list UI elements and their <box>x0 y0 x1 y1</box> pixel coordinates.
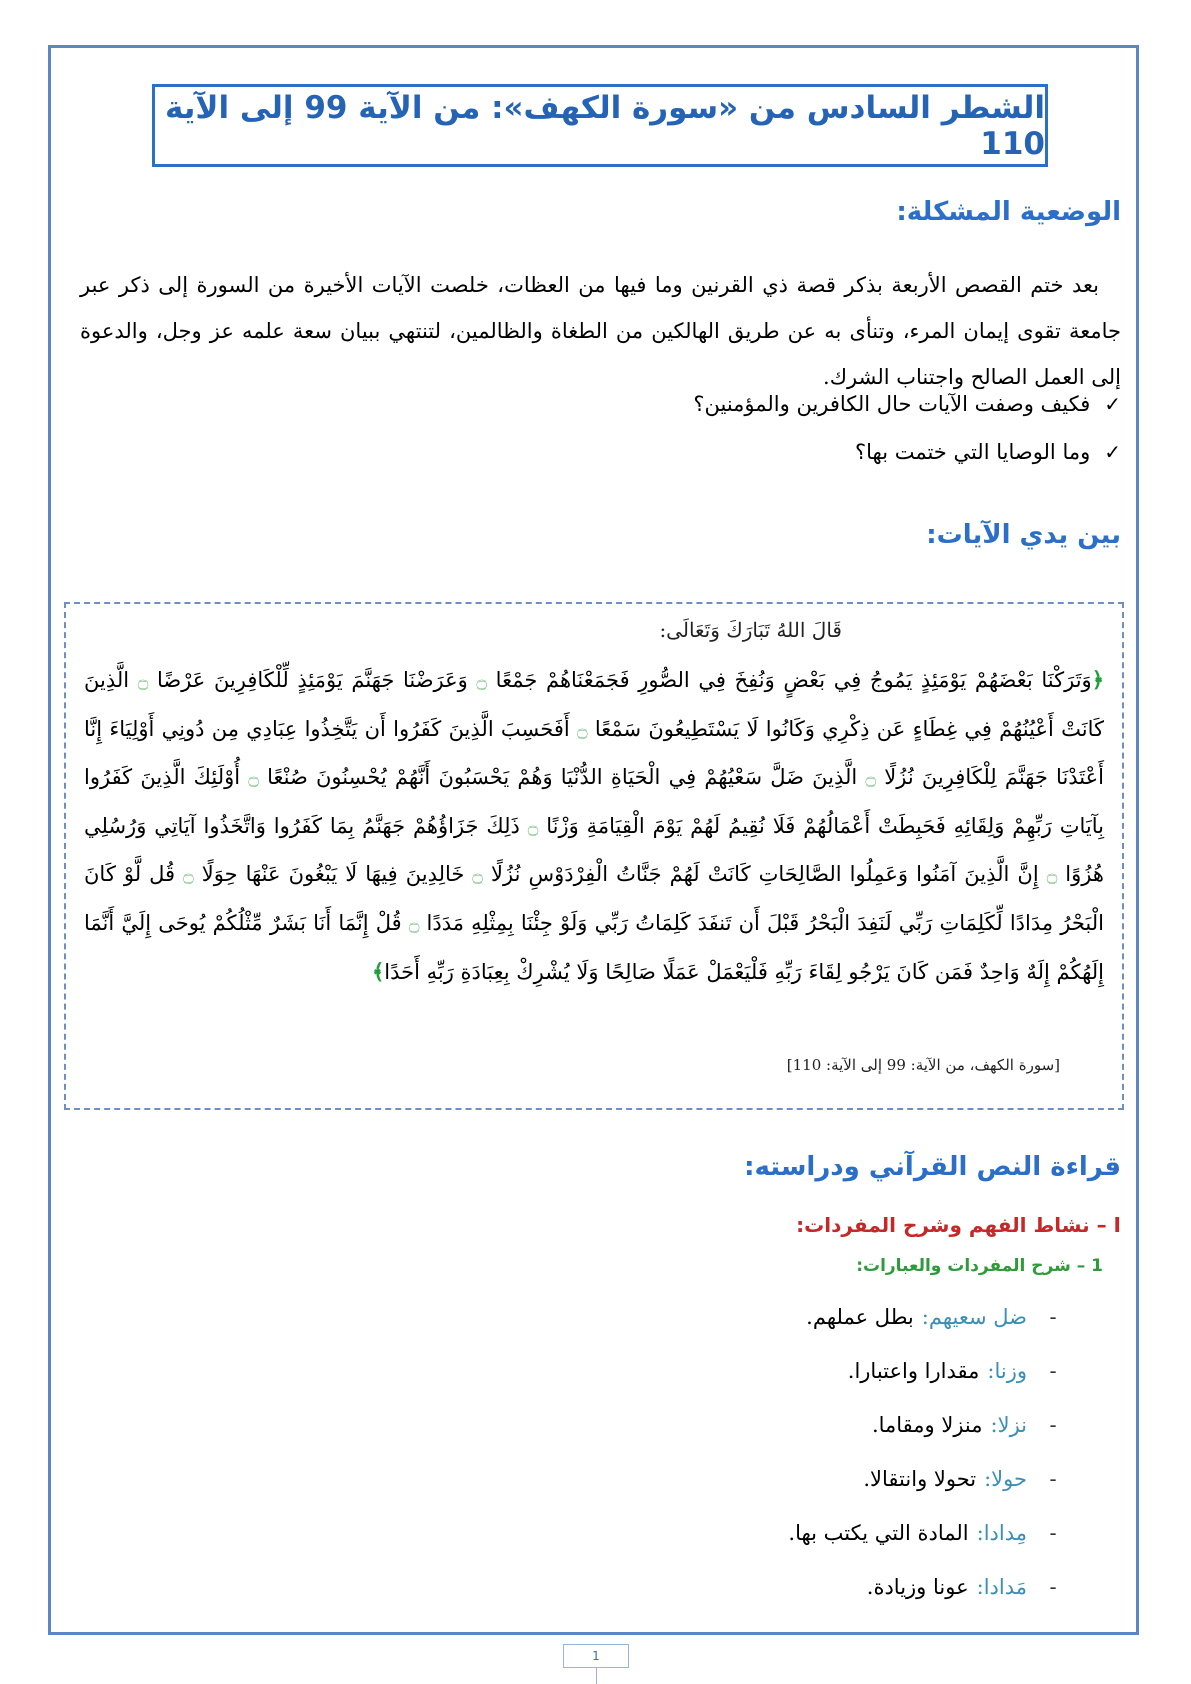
verse-text: أَفَحَسِبَ الَّذِينَ كَفَرُوا أَن يَتَّخِذُوا عِبَادِي مِن دُونِي أَوْلِيَاءَ إِنَّا أَعْتَدْنَا جَهَنَّمَ لِلْكَافِرِينَ نُزُلًا <box>84 716 1105 789</box>
verse-end-marker-icon: ۝ <box>183 865 194 886</box>
vocab-term: نزلا: <box>990 1413 1027 1437</box>
problem-paragraph-text: بعد ختم القصص الأربعة بذكر قصة ذي القرنين وما فيها من العظات، خلصت الآيات الأخيرة من السورة إلى ذكر عبر جامعة تقوى إيمان المرء، وتنأى به عن طريق الهالكين من الطغاة والظالمين، لتنتهي ببيان سعة علمه عز وجل، والدعوة إلى العمل الصالح واجتناب الشرك. <box>80 273 1121 389</box>
problem-heading: الوضعية المشكلة: <box>896 197 1121 227</box>
vocab-meaning: المادة التي يكتب بها. <box>788 1521 969 1545</box>
page-number-stem <box>596 1668 597 1684</box>
list-dash: - <box>1049 1575 1057 1599</box>
verse-end-marker-icon: ۝ <box>472 865 483 886</box>
list-dash: - <box>1049 1521 1057 1545</box>
list-dash: - <box>1049 1359 1057 1383</box>
verse-text: الَّذِينَ ضَلَّ سَعْيُهُمْ فِي الْحَيَاةِ الدُّنْيَا وَهُمْ يَحْسَبُونَ أَنَّهُمْ يُحْسِنُونَ صُنْعًا <box>267 765 858 789</box>
vocab-subheading: 1 – شرح المفردات والعبارات: <box>856 1256 1103 1276</box>
verse-text: أُوْلَئِكَ الَّذِينَ كَفَرُوا بِآيَاتِ رَبِّهِمْ وَلِقَائِهِ فَحَبِطَتْ أَعْمَالُهُمْ فَلَا نُقِيمُ لَهُمْ يَوْمَ الْقِيَامَةِ وَزْنًا <box>84 765 1105 838</box>
list-dash: - <box>1049 1305 1057 1329</box>
vocab-item <box>788 1290 1071 1344</box>
vocab-item <box>788 1344 1071 1398</box>
vocab-list <box>788 1290 1071 1614</box>
vocab-term: مِدادا: <box>976 1521 1027 1545</box>
vocab-meaning: مقدارا واعتبارا. <box>847 1359 980 1383</box>
verse-text: ذَلِكَ جَزَاؤُهُمْ جَهَنَّمُ بِمَا كَفَرُوا وَاتَّخَذُوا آيَاتِي وَرُسُلِي هُزُوًا <box>84 813 1104 886</box>
page-title: الشطر السادس من «سورة الكهف»: من الآية 99 إلى الآية 110 <box>164 89 1045 162</box>
check-icon: ✓ <box>1104 440 1121 464</box>
vocab-meaning: تحولا وانتقالا. <box>863 1467 977 1491</box>
vocab-term: ضل سعيهم: <box>921 1305 1027 1329</box>
verse-text: وَعَرَضْنَا جَهَنَّمَ يَوْمَئِذٍ لِّلْكَافِرِينَ عَرْضًا <box>156 668 468 692</box>
verse-end-marker-icon: ۝ <box>137 671 149 692</box>
verse-end-marker-icon: ۝ <box>527 816 539 838</box>
vocab-meaning: منزلا ومقاما. <box>871 1413 983 1437</box>
reading-heading: قراءة النص القرآني ودراسته: <box>744 1152 1121 1182</box>
verse-end-marker-icon: ۝ <box>577 719 588 741</box>
vocab-term: حولا: <box>984 1467 1027 1491</box>
verse-close-bracket: ﴾ <box>371 959 385 984</box>
verse-end-marker-icon: ۝ <box>248 768 259 789</box>
question-text: وما الوصايا التي ختمت بها؟ <box>854 440 1091 464</box>
verse-text: وَتَرَكْنَا بَعْضَهُمْ يَوْمَئِذٍ يَمُوجُ فِي بَعْضٍ وَنُفِخَ فِي الصُّورِ فَجَمَعْنَاهُمْ جَمْعًا <box>495 668 1092 692</box>
vocab-meaning: عونا وزيادة. <box>866 1575 969 1599</box>
verse-text: قُلْ إِنَّمَا أَنَا بَشَرٌ مِّثْلُكُمْ يُوحَى إِلَيَّ أَنَّمَا إِلَهُكُمْ إِلَهٌ وَاحِدٌ فَمَن كَانَ يَرْجُو لِقَاءَ رَبِّهِ فَلْيَعْمَلْ عَمَلًا صَالِحًا وَلَا يُشْرِكْ بِعِبَادَةِ رَبِّهِ أَحَدًا <box>84 910 1104 984</box>
verse-text: إِنَّ الَّذِينَ آمَنُوا وَعَمِلُوا الصَّالِحَاتِ كَانَتْ لَهُمْ جَنَّاتُ الْفِرْدَوْسِ نُزُلًا <box>491 862 1039 886</box>
verses-intro: قَالَ اللهُ تَبَارَكَ وَتَعَالَى: <box>659 618 842 642</box>
verse-end-marker-icon: ۝ <box>476 671 488 692</box>
vocab-item <box>788 1506 1071 1560</box>
vocab-item <box>788 1452 1071 1506</box>
check-icon: ✓ <box>1104 392 1121 416</box>
verse-end-marker-icon: ۝ <box>408 913 420 935</box>
page-number: 1 <box>563 1644 629 1668</box>
vocab-item <box>788 1398 1071 1452</box>
question-item <box>855 432 1121 472</box>
question-item <box>693 384 1121 424</box>
activity-heading: I – نشاط الفهم وشرح المفردات: <box>796 1213 1121 1237</box>
question-text: فكيف وصفت الآيات حال الكافرين والمؤمنين؟ <box>693 392 1091 416</box>
vocab-item <box>788 1560 1071 1614</box>
title-box <box>152 84 1048 167</box>
verse-text: الَّذِينَ كَانَتْ أَعْيُنُهُمْ فِي غِطَاءٍ عَن ذِكْرِي وَكَانُوا لَا يَسْتَطِيعُونَ سَمْعًا <box>84 668 1104 741</box>
vocab-term: وزنا: <box>987 1359 1027 1383</box>
list-dash: - <box>1049 1467 1057 1491</box>
verse-text: خَالِدِينَ فِيهَا لَا يَبْغُونَ عَنْهَا حِوَلًا <box>201 862 465 886</box>
vocab-term: مَدادا: <box>976 1575 1027 1599</box>
verses-text <box>84 656 1104 997</box>
list-dash: - <box>1049 1413 1057 1437</box>
vocab-meaning: بطل عملهم. <box>806 1305 914 1329</box>
verse-end-marker-icon: ۝ <box>865 768 877 789</box>
verse-open-bracket: ﴿ <box>1091 667 1104 692</box>
verse-text: قُل لَّوْ كَانَ الْبَحْرُ مِدَادًا لِّكَلِمَاتِ رَبِّي لَنَفِدَ الْبَحْرُ قَبْلَ أَن تَنفَدَ كَلِمَاتُ رَبِّي وَلَوْ جِئْنَا بِمِثْلِهِ مَدَدًا <box>84 862 1104 935</box>
verse-end-marker-icon: ۝ <box>1046 865 1058 886</box>
verses-source: [سورة الكهف، من الآية: 99 إلى الآية: 110] <box>786 1056 1060 1074</box>
problem-paragraph <box>80 262 1121 400</box>
verses-heading: بين يدي الآيات: <box>926 520 1121 550</box>
verses-box <box>64 602 1124 1110</box>
